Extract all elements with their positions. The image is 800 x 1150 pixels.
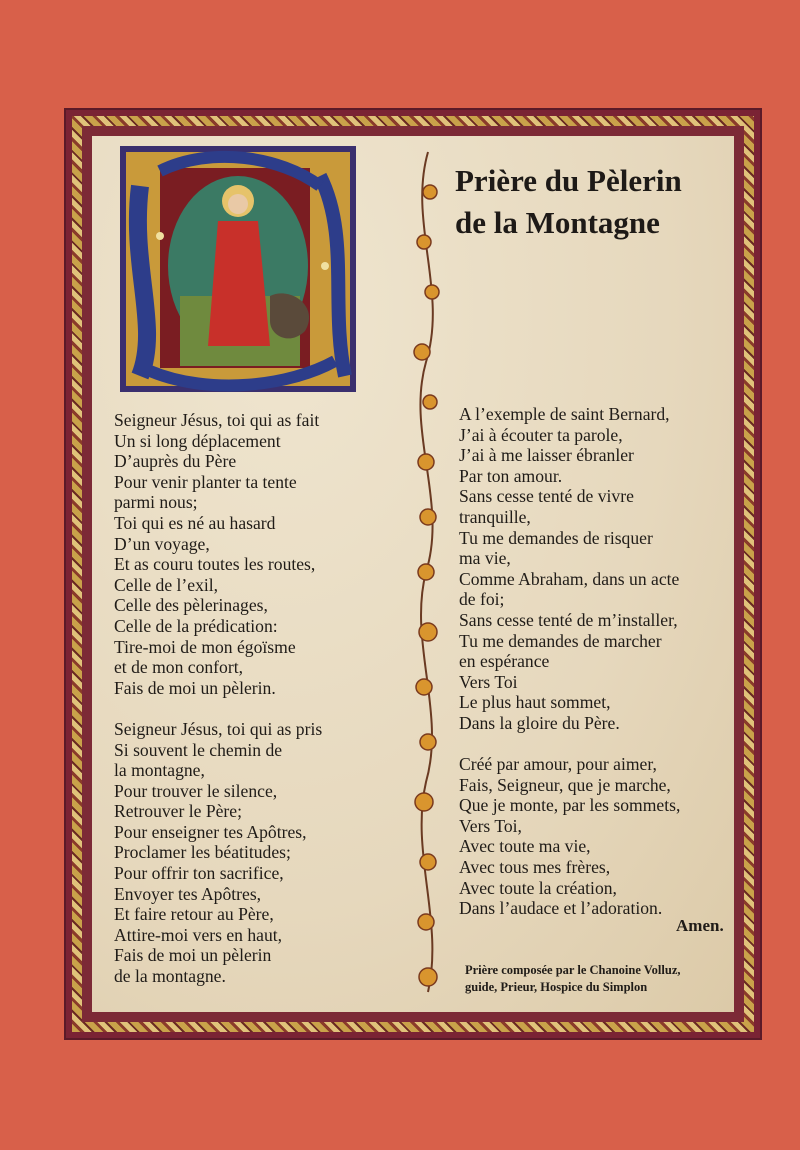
verse-line: Sans cesse tenté de m’installer,	[459, 609, 678, 630]
verse-line: Seigneur Jésus, toi qui as pris	[114, 718, 323, 739]
verse-line: et de mon confort,	[114, 657, 243, 678]
stanza-gap	[459, 734, 680, 755]
verse-line: Seigneur Jésus, toi qui as fait	[114, 410, 320, 430]
verse-line: Et as couru toutes les routes,	[114, 554, 316, 575]
verse-line: Pour enseigner tes Apôtres,	[114, 821, 307, 842]
verse-line: A l’exemple de saint Bernard,	[459, 404, 670, 424]
verse-line: tranquille,	[459, 506, 531, 527]
verse-line: Attire-moi vers en haut,	[114, 924, 283, 945]
verse-line: Avec toute ma vie,	[459, 836, 591, 857]
verse-line: Pour venir planter ta tente	[114, 471, 297, 492]
verse-line: Pour trouver le silence,	[114, 780, 278, 801]
verse-line: D’auprès du Père	[114, 451, 237, 472]
verse-line: Celle des pèlerinages,	[114, 595, 268, 616]
verse-line: Et faire retour au Père,	[114, 904, 274, 925]
amen-text: Amen.	[676, 916, 724, 935]
title-line-2: de la Montagne	[455, 205, 660, 240]
verse-line: Sans cesse tenté de vivre	[459, 486, 634, 507]
verse-line: Envoyer tes Apôtres,	[114, 883, 262, 904]
verse-line: en espérance	[459, 651, 550, 672]
verse-line: Créé par amour, pour aimer,	[459, 754, 657, 775]
verse-line: D’un voyage,	[114, 533, 210, 554]
left-column-verses	[114, 410, 322, 987]
verse-line: de foi;	[459, 589, 505, 610]
verse-line: Retrouver le Père;	[114, 801, 242, 822]
verse-line: Tu me demandes de risquer	[459, 527, 653, 548]
verse-line: J’ai à écouter ta parole,	[459, 424, 623, 445]
verse-line: Vers Toi,	[459, 815, 522, 836]
verse-line: Un si long déplacement	[114, 430, 281, 451]
stanza-gap	[114, 698, 322, 719]
verse-line: Celle de la prédication:	[114, 615, 278, 636]
verse-line: Tire-moi de mon égoïsme	[114, 636, 296, 657]
verse-line: Celle de l’exil,	[114, 574, 219, 595]
credit-line-2: guide, Prieur, Hospice du Simplon	[465, 980, 648, 994]
verse-line: Le plus haut sommet,	[459, 692, 611, 713]
verse-line: Comme Abraham, dans un acte	[459, 568, 680, 589]
verse-line: parmi nous;	[114, 492, 198, 513]
verse-line: Fais de moi un pèlerin.	[114, 677, 276, 698]
verse-line: Que je monte, par les sommets,	[459, 795, 681, 816]
author-credit	[465, 962, 681, 996]
verse-line: Avec tous mes frères,	[459, 857, 611, 878]
page-title	[455, 160, 755, 244]
verse-line: Si souvent le chemin de	[114, 739, 283, 760]
verse-line: Dans l’audace et l’adoration.	[459, 898, 663, 919]
verse-line: la montagne,	[114, 760, 205, 781]
verse-line: Pour offrir ton sacrifice,	[114, 863, 284, 884]
verse-line: Tu me demandes de marcher	[459, 630, 662, 651]
right-column-verses	[459, 404, 680, 919]
floral-vine-ornament	[398, 142, 458, 1002]
title-line-1: Prière du Pèlerin	[455, 163, 682, 198]
verse-line: Fais de moi un pèlerin	[114, 945, 272, 966]
verse-line: Dans la gloire du Père.	[459, 712, 620, 733]
verse-line: Vers Toi	[459, 671, 518, 692]
illuminated-initial-icon	[120, 146, 356, 392]
verse-line: Avec toute la création,	[459, 877, 617, 898]
verse-line: J’ai à me laisser ébranler	[459, 445, 634, 466]
verse-line: Proclamer les béatitudes;	[114, 842, 291, 863]
verse-line: de la montagne.	[114, 966, 226, 987]
credit-line-1: Prière composée par le Chanoine Volluz,	[465, 963, 681, 977]
verse-line: Toi qui es né au hasard	[114, 512, 276, 533]
verse-line: ma vie,	[459, 548, 511, 569]
verse-line: Par ton amour.	[459, 465, 563, 486]
verse-line: Fais, Seigneur, que je marche,	[459, 774, 671, 795]
